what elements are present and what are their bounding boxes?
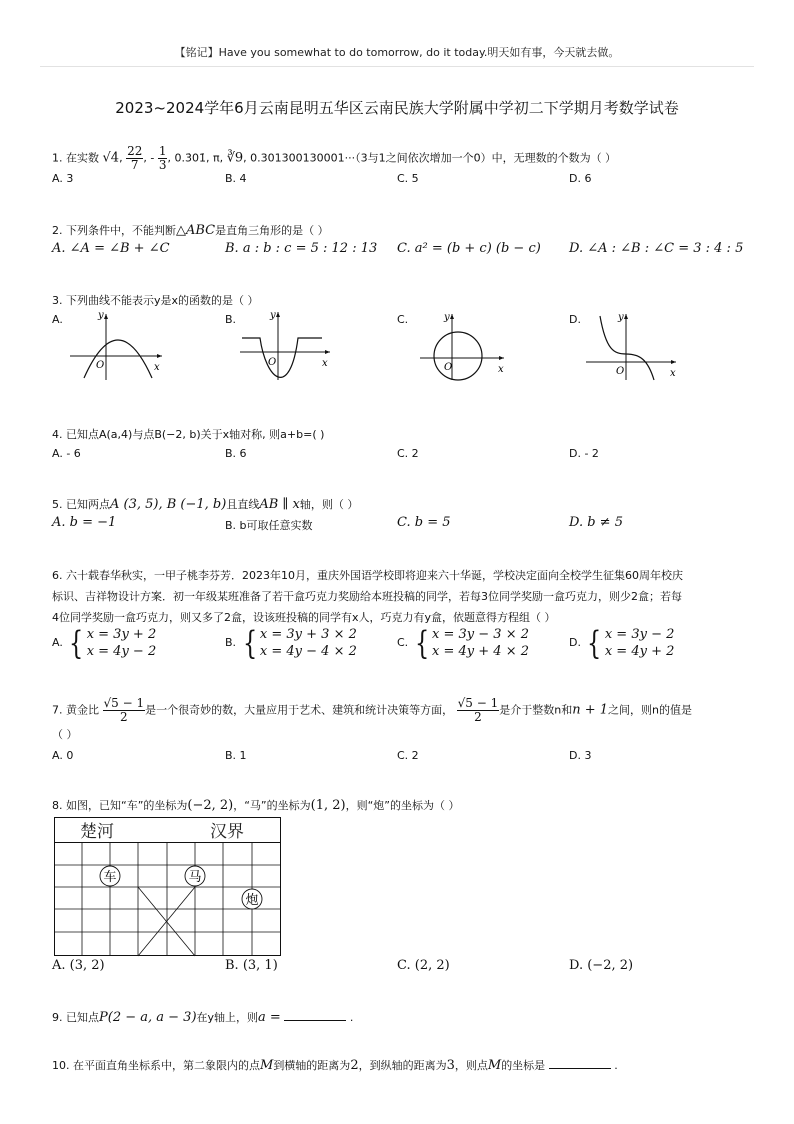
header-motto: 【铭记】Have you somewhat to do tomorrow, do it today.明天如有事，今天就去做。	[174, 46, 620, 59]
q7-frac-1: $\frac{√5 - 1}{2}$	[103, 696, 145, 724]
q4-option-d[interactable]: D. - 2	[569, 447, 599, 460]
q1-option-b[interactable]: B. 4	[225, 172, 247, 185]
q6-option-d[interactable]: D. { x = 3y − 2 x = 4y + 2	[569, 624, 675, 662]
q3-option-d-label[interactable]: D.	[569, 313, 581, 326]
q1-repeating: 0.3̇01̇	[174, 151, 206, 165]
q6-option-b[interactable]: B. { x = 3y + 3 × 2 x = 4y − 4 × 2	[225, 624, 357, 662]
q8-piece-che-label: 车	[103, 870, 117, 885]
q7-frac-2: $\frac{√5 - 1}{2}$	[457, 696, 499, 724]
q3-c-axis-y: y	[444, 312, 450, 323]
q3-b-origin: O	[268, 357, 277, 368]
q3-c-origin: O	[444, 362, 453, 373]
q5-option-d[interactable]: D. b ≠ 5	[569, 515, 623, 530]
q8-board-right-label: 汉界	[210, 822, 244, 842]
q6-line2: 标识、吉祥物设计方案．初一年级某班准备了若干盒巧克力奖励给本班投稿的同学，若每3位同学奖励一盒巧克力，则少2盒；若每	[52, 590, 682, 603]
page-title: 2023~2024学年6月云南昆明五华区云南民族大学附属中学初二下学期月考数学试卷	[115, 99, 679, 117]
q9-point: P(2 − a, a − 3)	[99, 1010, 197, 1025]
q1-sqrt4: √4	[102, 150, 120, 166]
q1-frac-1-3: $\frac{1}{3}$	[158, 144, 167, 172]
q10-answer-blank[interactable]	[549, 1058, 611, 1069]
q3-graph-d[interactable]	[584, 310, 684, 382]
q5-option-b[interactable]: B. b可取任意实数	[225, 519, 313, 532]
q8-coord-che: (−2, 2)	[187, 798, 234, 813]
q9-stem: 9. 已知点P(2 − a, a − 3)在y轴上，则a = .	[52, 1010, 354, 1025]
q5-option-a[interactable]: A. b = −1	[52, 515, 117, 530]
q4-option-c[interactable]: C. 2	[397, 447, 419, 460]
q2-stem: 2. 下列条件中，不能判断△ABC是直角三角形的是（ ）	[52, 223, 329, 238]
q1-option-a[interactable]: A. 3	[52, 172, 74, 185]
q2-option-a[interactable]: A. ∠A = ∠B + ∠C	[52, 241, 170, 256]
q5-line: AB ∥ x	[259, 497, 300, 512]
q5-option-c[interactable]: C. b = 5	[397, 515, 451, 530]
header-divider	[40, 66, 754, 67]
q3-graph-c[interactable]	[412, 310, 512, 382]
q8-board-left-label: 楚河	[80, 822, 114, 842]
q3-graph-a[interactable]	[66, 310, 166, 382]
q1-cbrt9: ∛9	[226, 150, 244, 166]
q8-piece-pao-label: 炮	[245, 893, 259, 908]
q8-option-d[interactable]: D. (−2, 2)	[569, 958, 634, 973]
q3-option-a-label[interactable]: A.	[52, 313, 63, 326]
q3-d-axis-x: x	[670, 368, 676, 379]
q7-paren: （ ）	[52, 728, 78, 741]
q6-line1: 6. 六十载春华秋实，一甲子桃李芬芳．2023年10月，重庆外国语学校即将迎来六十华诞，学校决定面向全校学生征集60周年校庆	[52, 569, 683, 582]
q2-triangle: △ABC	[176, 223, 216, 238]
q1-pi: π	[212, 151, 220, 165]
q9-var: a =	[258, 1010, 281, 1025]
q8-option-b[interactable]: B. (3, 1)	[225, 958, 278, 973]
q3-b-axis-y: y	[270, 310, 276, 321]
q6-option-a[interactable]: A. { x = 3y + 2 x = 4y − 2	[52, 624, 157, 662]
q3-d-axis-y: y	[618, 312, 624, 323]
q1-option-d[interactable]: D. 6	[569, 172, 592, 185]
q3-option-c-label[interactable]: C.	[397, 313, 409, 326]
q3-a-axis-x: x	[154, 362, 160, 373]
q8-stem: 8. 如图，已知“车”的坐标为(−2, 2)，“马”的坐标为(1, 2)，则“炮”的坐标为（ ）	[52, 798, 460, 813]
q7-stem: 7. 黄金比 $\frac{√5 - 1}{2}$ 是一个很奇妙的数，大量应用于艺术、建筑和统计决策等方面， $\frac{√5 - 1}{2}$ 是介于整数n和n + 1之间，则n的值是	[52, 696, 692, 724]
q8-option-a[interactable]: A. (3, 2)	[52, 958, 105, 973]
q3-c-axis-x: x	[498, 364, 504, 375]
q3-graph-b[interactable]	[238, 310, 338, 382]
q8-chess-board	[54, 817, 282, 957]
q10-stem: 10. 在平面直角坐标系中，第二象限内的点M到横轴的距离为2，到纵轴的距离为3，则点M的坐标是 .	[52, 1058, 618, 1073]
q3-a-axis-y: y	[98, 310, 104, 321]
q4-stem: 4. 已知点A(a,4)与点B(−2, b)关于x轴对称, 则a+b=( )	[52, 428, 325, 441]
q7-option-d[interactable]: D. 3	[569, 749, 592, 762]
q8-coord-ma: (1, 2)	[310, 798, 346, 813]
q7-n-plus-1: n + 1	[572, 702, 609, 718]
q6-line3: 4位同学奖励一盒巧克力，则又多了2盒，设该班投稿的同学有x人，巧克力有y盒，依题意得方程组（ ）	[52, 611, 556, 624]
q2-option-b[interactable]: B. a : b : c = 5 : 12 : 13	[225, 241, 378, 256]
q3-option-b-label[interactable]: B.	[225, 313, 237, 326]
q8-piece-ma-label: 马	[188, 870, 202, 885]
q3-a-origin: O	[96, 360, 105, 371]
q3-b-axis-x: x	[322, 358, 328, 369]
q5-points: A (3, 5), B (−1, b)	[110, 497, 227, 512]
q1-option-c[interactable]: C. 5	[397, 172, 419, 185]
q8-option-c[interactable]: C. (2, 2)	[397, 958, 450, 973]
q7-option-c[interactable]: C. 2	[397, 749, 419, 762]
q7-option-a[interactable]: A. 0	[52, 749, 74, 762]
q1-rest: 0.301300130001···（3与1之间依次增加一个0）中，无理数的个数为（ ）	[250, 151, 617, 165]
q4-option-a[interactable]: A. - 6	[52, 447, 81, 460]
q4-option-b[interactable]: B. 6	[225, 447, 247, 460]
q2-option-d[interactable]: D. ∠A : ∠B : ∠C = 3 : 4 : 5	[569, 241, 744, 256]
q3-d-origin: O	[616, 366, 625, 377]
q9-answer-blank[interactable]	[284, 1010, 346, 1021]
q7-option-b[interactable]: B. 1	[225, 749, 247, 762]
q1-frac-22-7: $\frac{22}{7}$	[127, 144, 143, 172]
q1-prefix: 1. 在实数	[52, 151, 99, 165]
q6-option-c[interactable]: C. { x = 3y − 3 × 2 x = 4y + 4 × 2	[397, 624, 530, 662]
q1-neg: -	[150, 151, 155, 165]
q2-option-c[interactable]: C. a² = (b + c) (b − c)	[397, 241, 541, 256]
q5-stem: 5. 已知两点A (3, 5), B (−1, b)且直线AB ∥ x轴，则（ ）	[52, 497, 359, 512]
q3-stem: 3. 下列曲线不能表示y是x的函数的是（ ）	[52, 294, 259, 307]
q1-stem: 1. 在实数 √4, $\frac{22}{7}$ , - $\frac{1}{3}$ , 0.3̇01̇, π, ∛9, 0.301300130001···（3与1之间依次增加一个0）中，无理数的个数为（ ）	[52, 144, 617, 172]
